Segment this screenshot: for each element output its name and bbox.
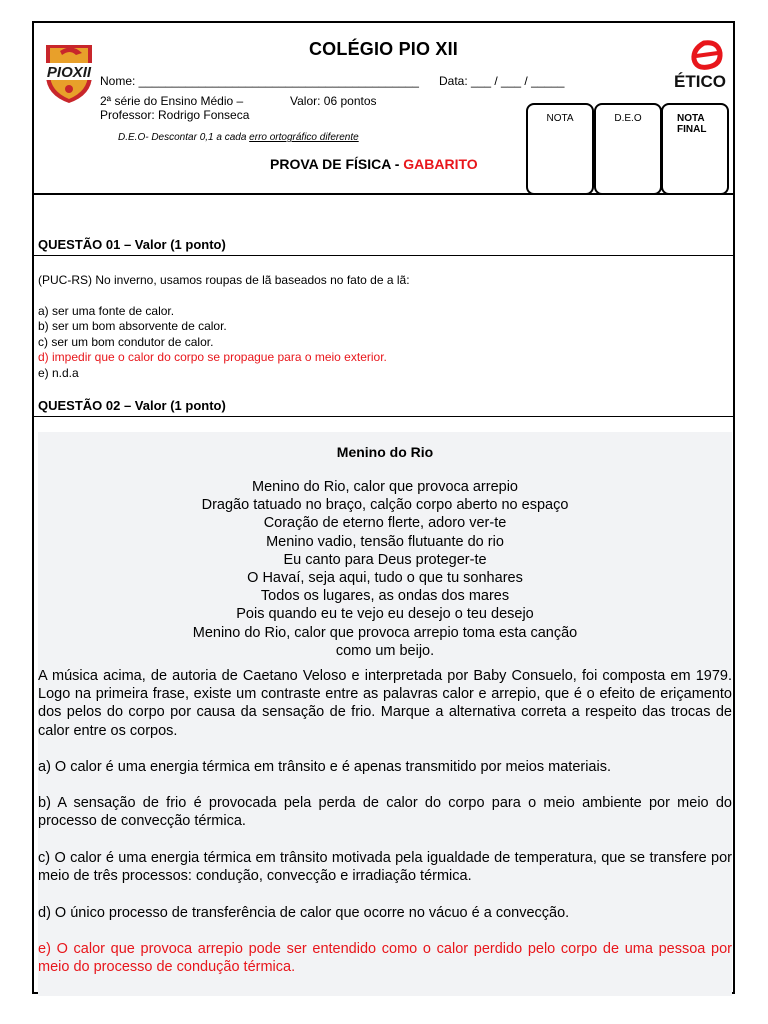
nota-final-label: NOTA FINAL [677,113,707,135]
nota-final-box [661,103,729,195]
question-1-option-d-correct: d) impedir que o calor do corpo se propague para o meio exterior. [38,350,387,364]
poem-line: O Havaí, seja aqui, tudo o que tu sonhares [247,570,523,587]
poem-line: Eu canto para Deus proteger-te [283,551,487,568]
poem-line: Menino do Rio, calor que provoca arrepio toma esta canção [192,624,578,641]
logo-right-text: ÉTICO [674,72,726,91]
poem-line: Menino do Rio, calor que provoca arrepio [252,479,518,495]
question-1-option-e: e) n.d.a [38,366,79,380]
poem-line: Pois quando eu te vejo eu desejo o teu desejo [236,606,534,623]
question-1-title: QUESTÃO 01 – Valor (1 ponto) [38,237,226,252]
exam-value: Valor: 06 pontos [290,94,377,108]
poem-title: Menino do Rio [336,444,434,460]
poem-line: Dragão tatuado no braço, calção corpo aberto no espaço [201,497,569,514]
answer-key-label: GABARITO [403,156,478,172]
professor-name: Professor: Rodrigo Fonseca [100,108,250,122]
poem-lines [38,478,732,660]
question-1-rule [34,255,733,256]
name-field: Nome: __________________________________________ [100,74,419,88]
nota-label: NOTA [546,113,574,124]
date-field: Data: ___ / ___ / _____ [439,74,565,88]
question-1-statement: (PUC-RS) No inverno, usamos roupas de lã baseados no fato de a lã: [38,273,410,287]
question-2-option-a: a) O calor é uma energia térmica em trânsito e é apenas transmitido por meios materiais. [38,759,611,775]
question-2-statement: A música acima, de autoria de Caetano Veloso e interpretada por Baby Consuelo, foi composta em 1979. Logo na primeira frase, existe um contraste entre as palavras calor e arrepio, que é o efeito de eriçamento dos pelos do corpo por causa da sensação de frio. Marque a alternativa correta a respeito das trocas de calor entre os corpos. [38,668,732,739]
question-2-rule [34,416,733,417]
question-1-option-a: a) ser uma fonte de calor. [38,304,175,318]
deo-note: D.E.O- Descontar 0,1 a cada erro ortográfico diferente [118,132,359,143]
school-name: COLÉGIO PIO XII [308,39,459,59]
logo-left-text: PIOXII [46,64,92,81]
exam-page [32,21,735,994]
question-2-option-e-correct: e) O calor que provoca arrepio pode ser entendido como o calor perdido pelo corpo de uma pessoa por meio do processo de condução térmica. [38,941,732,976]
question-2-title: QUESTÃO 02 – Valor (1 ponto) [38,398,226,413]
poem-line: Coração de eterno flerte, adoro ver-te [263,515,507,532]
grade-level: 2ª série do Ensino Médio – [100,94,244,108]
poem-line: Todos os lugares, as ondas dos mares [260,588,510,605]
question-2-option-d: d) O único processo de transferência de calor que ocorre no vácuo é a convecção. [38,905,570,921]
exam-title: PROVA DE FÍSICA - GABARITO [270,156,478,172]
poem-line: como um beijo. [335,642,435,659]
nota-box [526,103,594,195]
question-2-option-b: b) A sensação de frio é provocada pela perda de calor do corpo para o meio ambiente por meio do processo de convecção térmica. [38,795,732,830]
question-1-option-b: b) ser um bom absorvente de calor. [38,319,227,333]
question-2-content [38,432,732,996]
deo-label: D.E.O [614,113,642,124]
deo-note-underlined: erro ortográfico diferente [249,132,359,143]
question-1-option-c: c) ser um bom condutor de calor. [38,335,214,349]
question-2-option-c: c) O calor é uma energia térmica em trânsito motivada pela igualdade de temperatura, que se transfere por meio de três processos: condução, convecção e irradiação térmica. [38,850,732,885]
poem-line: Menino vadio, tensão flutuante do rio [266,533,504,550]
deo-box [594,103,662,195]
exam-header [34,23,733,195]
